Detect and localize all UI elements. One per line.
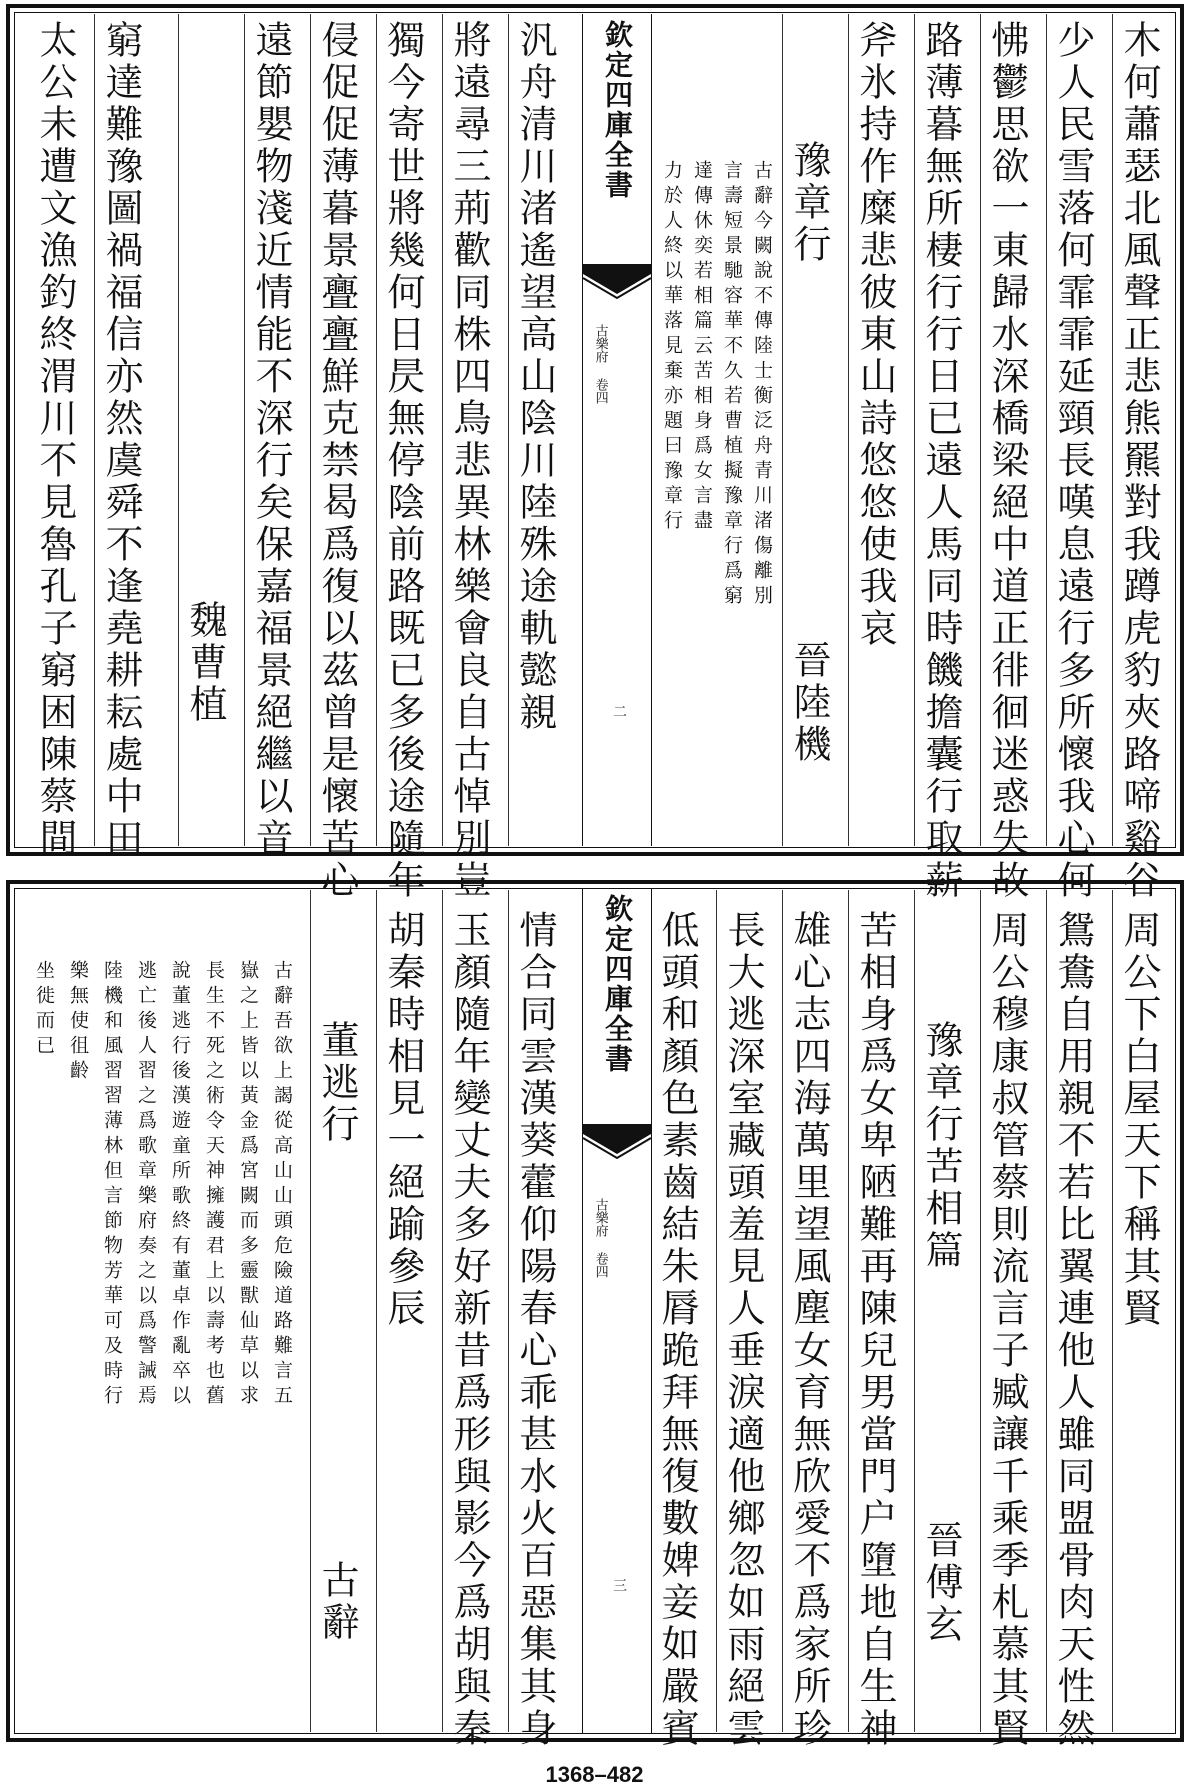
fishtail-mark — [583, 1124, 651, 1160]
text-column: 侵促促薄暮景亹亹鮮克禁曷爲復以茲曾是懷苦心 — [315, 20, 359, 902]
banner-page-number: 二 — [611, 704, 627, 718]
fishtail-mark — [583, 264, 651, 300]
text-column: 鴛鴦自用親不若比翼連他人雖同盟骨肉天性然 — [1051, 910, 1095, 1750]
poem-author: 晉傅玄 — [919, 1520, 963, 1646]
banner-page-number: 三 — [611, 1578, 627, 1592]
commentary-column: 嶽之上皆以黃金爲宮闕而多靈獸仙草以求 — [237, 960, 259, 1410]
text-column: 周公穆康叔管蔡則流言子臧讓千乘季札慕其賢 — [985, 910, 1029, 1750]
text-column: 情合同雲漢葵藿仰陽春心乖甚水火百惡集其身 — [513, 910, 557, 1750]
poem-heading: 豫章行苦相篇 — [919, 1020, 963, 1272]
banner-volume: 古樂府 卷四 — [592, 1198, 608, 1278]
text-column: 怫鬱思欲一東歸水深橋梁絕中道正徘徊迷惑失故 — [985, 20, 1029, 902]
commentary-column: 長生不死之術令天神擁護君上以壽考也舊 — [203, 960, 225, 1410]
text-column: 雄心志四海萬里望風塵女育無欣愛不爲家所珍 — [787, 910, 831, 1750]
text-column: 斧氷持作糜悲彼東山詩悠悠使我哀 — [853, 20, 897, 650]
commentary-column: 達傳休奕若相篇云苦相身爲女言盡 — [691, 160, 713, 535]
commentary-column: 古辭吾欲上謁從高山山頭危險道路難言五 — [271, 960, 293, 1410]
text-column: 遠節嬰物淺近情能不深行矣保嘉福景絕繼以音 — [249, 20, 293, 860]
poem-author: 晉陸機 — [787, 640, 831, 766]
text-column: 低頭和顏色素齒結朱脣跪拜無復數婢妾如嚴賓 — [655, 910, 699, 1750]
text-column: 路薄暮無所棲行行日已遠人馬同時饑擔囊行取薪 — [919, 20, 963, 902]
text-column: 將遠尋三荊歡同株四鳥悲異林樂會良自古悼別豈 — [447, 20, 491, 902]
commentary-column: 古辭今闕說不傳陸士衡泛舟青川渚傷離別 — [751, 160, 773, 610]
poem-author: 魏曹植 — [183, 600, 227, 726]
text-column: 苦相身爲女卑陋難再陳兒男當門户墮地自生神 — [853, 910, 897, 1750]
text-column: 木何蕭瑟北風聲正悲熊羆對我蹲虎豹夾路啼谿谷 — [1117, 20, 1161, 902]
text-column: 太公未遭文漁釣終渭川不見魯孔子窮困陳蔡間 — [33, 20, 77, 860]
poem-heading: 豫章行 — [787, 140, 831, 266]
bottom-page — [0, 880, 1189, 1760]
commentary-column: 力於人終以華落見棄亦題曰豫章行 — [661, 160, 683, 535]
text-column: 胡秦時相見一絕踰參辰 — [381, 910, 425, 1330]
text-column: 汎舟清川渚遙望高山陰川陸殊途軌懿親 — [513, 20, 557, 734]
commentary-column: 樂無使徂齡 — [67, 960, 89, 1085]
text-column: 玉顏隨年變丈夫多好新昔爲形與影今爲胡與秦 — [447, 910, 491, 1750]
text-column: 窮達難豫圖禍福信亦然虞舜不逢堯耕耘處中田 — [99, 20, 143, 860]
banner-volume: 古樂府 卷四 — [592, 324, 608, 404]
page-footer-number: 1368–482 — [545, 1762, 644, 1787]
commentary-column: 陸機和風習習薄林但言節物芳華可及時行 — [101, 960, 123, 1410]
text-column: 少人民雪落何霏霏延頸長嘆息遠行多所懷我心何 — [1051, 20, 1095, 902]
text-column: 周公下白屋天下稱其賢 — [1117, 910, 1161, 1330]
center-banner — [582, 14, 652, 846]
commentary-column: 說董逃行後漢遊童所歌終有董卓作亂卒以 — [169, 960, 191, 1410]
text-column: 長大逃深室藏頭羞見人垂淚適他鄉忽如雨絕雲 — [721, 910, 765, 1750]
commentary-column: 逃亡後人習之爲歌章樂府奏之以爲警誡焉 — [135, 960, 157, 1410]
banner-title: 欽定四庫全書 — [601, 20, 634, 200]
center-banner — [582, 888, 652, 1734]
text-column: 獨今寄世將幾何日昃無停陰前路既已多後途隨年 — [381, 20, 425, 902]
poem-author: 古辭 — [315, 1560, 359, 1644]
poem-heading: 董逃行 — [315, 1020, 359, 1146]
commentary-column: 言壽短景馳容華不久若曹植擬豫章行爲窮 — [721, 160, 743, 610]
banner-title: 欽定四庫全書 — [601, 894, 634, 1074]
commentary-column: 坐徙而已 — [33, 960, 55, 1060]
